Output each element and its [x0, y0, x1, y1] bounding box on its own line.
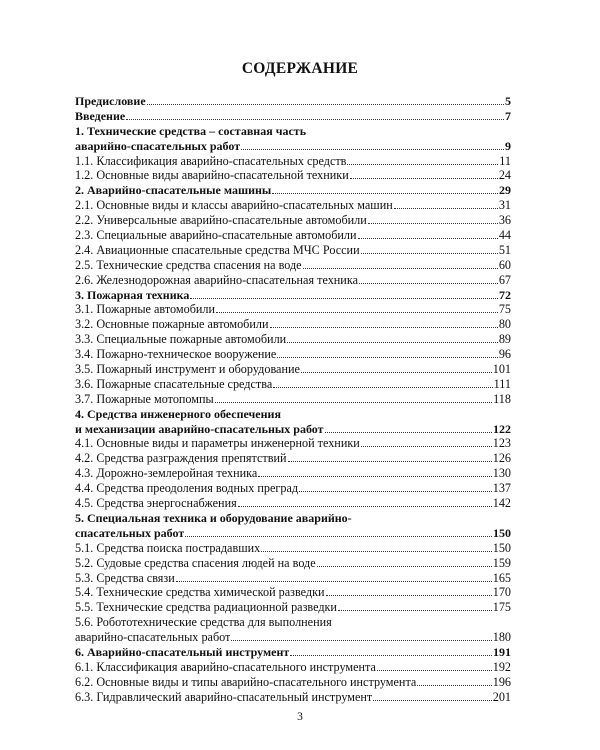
toc-page-number: 31	[498, 198, 511, 213]
toc-page-number: 24	[498, 168, 511, 183]
table-of-contents	[75, 94, 511, 705]
toc-entry[interactable]	[75, 630, 511, 645]
toc-dot-leader	[303, 267, 498, 269]
toc-entry-title: 2.6. Железнодорожная аварийно-спасательная техника	[75, 272, 358, 287]
toc-entry[interactable]	[75, 228, 511, 243]
toc-entry-title: 3.5. Пожарный инструмент и оборудование	[75, 362, 300, 377]
toc-entry[interactable]	[75, 571, 511, 586]
toc-entry-title: 5.4. Технические средства химической разведки	[75, 585, 325, 600]
toc-entry-title: 4.1. Основные виды и параметры инженерной техники	[75, 436, 360, 451]
toc-dot-leader	[394, 207, 498, 209]
toc-entry[interactable]	[75, 168, 511, 183]
toc-page-number: 122	[493, 421, 511, 436]
toc-dot-leader	[270, 326, 498, 328]
toc-dot-leader	[288, 460, 492, 462]
toc-page-number: 175	[492, 600, 511, 615]
toc-page-number: 180	[492, 630, 511, 645]
toc-entry[interactable]	[75, 183, 511, 198]
toc-page-number: 150	[493, 525, 511, 540]
toc-entry-title: 4.5. Средства энергоснабжения	[75, 496, 237, 511]
toc-entry[interactable]	[75, 377, 511, 392]
toc-entry[interactable]	[75, 600, 511, 615]
toc-dot-leader	[287, 341, 498, 343]
toc-entry-title: 2.1. Основные виды и классы аварийно-спасательных машин	[75, 198, 393, 213]
toc-entry[interactable]	[75, 526, 511, 541]
toc-page-number: 36	[498, 213, 511, 228]
toc-entry-title: 3.7. Пожарные мотопомпы	[75, 391, 214, 406]
toc-entry[interactable]	[75, 436, 511, 451]
toc-entry[interactable]	[75, 154, 511, 169]
toc-dot-leader	[373, 699, 491, 701]
toc-entry[interactable]	[75, 94, 511, 109]
toc-dot-leader	[325, 431, 492, 433]
toc-entry-title: 3.3. Специальные пожарные автомобили	[75, 332, 287, 347]
toc-entry-title: 5.6. Робототехнические средства для выполнения	[75, 615, 332, 630]
toc-dot-leader	[361, 252, 498, 254]
toc-page-number: 80	[498, 317, 511, 332]
toc-page-number: 101	[492, 362, 511, 377]
toc-entry-title: 4.3. Дорожно-землеройная техника	[75, 466, 258, 481]
toc-page-number: 142	[492, 496, 511, 511]
toc-entry[interactable]	[75, 585, 511, 600]
toc-page-number: 150	[492, 540, 511, 555]
toc-entry[interactable]	[75, 347, 511, 362]
toc-dot-leader	[238, 505, 492, 507]
toc-page-number: 96	[498, 347, 511, 362]
toc-dot-leader	[185, 535, 492, 537]
toc-entry-title: и механизации аварийно-спасательных работ	[75, 421, 324, 436]
toc-entry[interactable]	[75, 660, 511, 675]
toc-entry-title: 6.2. Основные виды и типы аварийно-спасательного инструмента	[75, 674, 417, 689]
toc-dot-leader	[338, 609, 492, 611]
toc-entry-title: Предисловие	[75, 94, 146, 108]
toc-entry-title: 3.2. Основные пожарные автомобили	[75, 317, 269, 332]
toc-page-number: 201	[492, 689, 511, 704]
toc-page-number: 126	[492, 451, 511, 466]
toc-dot-leader	[358, 237, 498, 239]
toc-dot-leader	[417, 684, 491, 686]
toc-page-number: 29	[499, 183, 511, 198]
toc-entry-title: 6. Аварийно-спасательный инструмент	[75, 644, 290, 659]
toc-entry-title: 4.2. Средства разграждения препятствий	[75, 451, 287, 466]
toc-entry[interactable]	[75, 675, 511, 690]
toc-entry-title: 3.4. Пожарно-техническое вооружение	[75, 347, 277, 362]
toc-page-number: 170	[492, 585, 511, 600]
toc-page-number: 159	[492, 555, 511, 570]
toc-page-number: 75	[498, 302, 511, 317]
toc-dot-leader	[215, 401, 492, 403]
toc-page-number: 165	[492, 570, 511, 585]
toc-entry[interactable]	[75, 511, 511, 526]
page-number: 3	[297, 711, 303, 723]
toc-entry[interactable]	[75, 109, 511, 124]
toc-page-number: 44	[498, 228, 511, 243]
toc-entry[interactable]	[75, 466, 511, 481]
toc-dot-leader	[326, 594, 492, 596]
toc-entry[interactable]	[75, 317, 511, 332]
toc-dot-leader	[147, 103, 504, 105]
toc-entry-title: 6.3. Гидравлический аварийно-спасательный инструмент	[75, 689, 373, 704]
toc-entry-title: 4. Средства инженерного обеспечения	[75, 406, 281, 421]
toc-dot-leader	[347, 163, 498, 165]
toc-dot-leader	[231, 639, 491, 641]
toc-entry-title: 2.3. Специальные аварийно-спасательные автомобили	[75, 228, 357, 243]
toc-dot-leader	[377, 669, 492, 671]
toc-entry[interactable]	[75, 496, 511, 511]
toc-entry-title: аварийно-спасательных работ	[75, 138, 241, 153]
toc-entry-title: 2. Аварийно-спасательные машины	[75, 183, 272, 198]
toc-entry[interactable]	[75, 481, 511, 496]
toc-dot-leader	[368, 222, 498, 224]
toc-entry[interactable]	[75, 690, 511, 705]
toc-entry-title: спасательных работ	[75, 525, 185, 540]
toc-page-number: 11	[499, 153, 511, 168]
toc-entry-title: 2.4. Авиационные спасательные средства МЧС России	[75, 242, 360, 257]
toc-entry-title: 4.4. Средства преодоления водных преград	[75, 481, 299, 496]
toc-entry-title: аварийно-спасательных работ	[75, 630, 231, 645]
toc-dot-leader	[176, 580, 492, 582]
toc-dot-leader	[258, 475, 491, 477]
toc-page-number: 111	[493, 376, 511, 391]
toc-entry-title: 5.5. Технические средства радиационной разведки	[75, 600, 337, 615]
toc-page-number: 196	[492, 674, 511, 689]
toc-entry-title: 1. Технические средства – составная часть	[75, 123, 307, 138]
toc-entry-title: 3.6. Пожарные спасательные средства	[75, 376, 273, 391]
toc-entry[interactable]	[75, 407, 511, 422]
toc-dot-leader	[277, 356, 497, 358]
toc-dot-leader	[261, 550, 492, 552]
toc-page-number: 9	[505, 138, 511, 153]
toc-entry-title: 2.2. Универсальные аварийно-спасательные автомобили	[75, 213, 367, 228]
toc-entry-title: 5. Специальная техника и оборудование аварийно-	[75, 510, 352, 525]
toc-dot-leader	[126, 118, 504, 120]
toc-page-number: 137	[492, 481, 511, 496]
toc-page-number: 123	[492, 436, 511, 451]
toc-entry[interactable]	[75, 645, 511, 660]
toc-entry[interactable]	[75, 243, 511, 258]
toc-entry[interactable]	[75, 332, 511, 347]
toc-entry[interactable]	[75, 556, 511, 571]
toc-entry-title: 5.1. Средства поиска пострадавших	[75, 540, 261, 555]
toc-entry[interactable]	[75, 615, 511, 630]
toc-page-number: 72	[499, 287, 511, 302]
toc-entry[interactable]	[75, 258, 511, 273]
page-title: СОДЕРЖАНИЕ	[241, 60, 359, 77]
toc-dot-leader	[299, 490, 492, 492]
toc-page-number: 191	[493, 644, 511, 659]
toc-entry-title: 3. Пожарная техника	[75, 287, 190, 302]
toc-entry[interactable]	[75, 124, 511, 139]
toc-entry-title: 2.5. Технические средства спасения на воде	[75, 257, 302, 272]
toc-entry[interactable]	[75, 451, 511, 466]
toc-entry[interactable]	[75, 273, 511, 288]
toc-entry[interactable]	[75, 541, 511, 556]
toc-page-number: 7	[505, 108, 511, 123]
toc-entry[interactable]	[75, 362, 511, 377]
toc-dot-leader	[317, 565, 492, 567]
toc-dot-leader	[361, 445, 492, 447]
toc-page-number: 67	[498, 272, 511, 287]
toc-page-number: 118	[493, 391, 511, 406]
toc-entry-title: 3.1. Пожарные автомобили	[75, 302, 216, 317]
toc-entry-title: 1.1. Классификация аварийно-спасательных средств	[75, 153, 347, 168]
toc-dot-leader	[350, 177, 498, 179]
toc-dot-leader	[272, 192, 498, 194]
toc-entry[interactable]	[75, 302, 511, 317]
toc-page-number: 192	[492, 659, 511, 674]
toc-page-number: 51	[498, 242, 511, 257]
toc-dot-leader	[359, 282, 498, 284]
toc-entry-title: 5.3. Средства связи	[75, 570, 175, 585]
toc-entry[interactable]	[75, 198, 511, 213]
toc-dot-leader	[190, 297, 498, 299]
toc-entry[interactable]	[75, 139, 511, 154]
toc-page-number: 60	[498, 257, 511, 272]
toc-dot-leader	[216, 311, 498, 313]
toc-entry-title: 1.2. Основные виды аварийно-спасательной техники	[75, 168, 349, 183]
toc-page-number: 5	[505, 94, 511, 108]
toc-dot-leader	[301, 371, 492, 373]
toc-entry[interactable]	[75, 392, 511, 407]
toc-page-number: 130	[492, 466, 511, 481]
toc-entry-title: 6.1. Классификация аварийно-спасательного инструмента	[75, 659, 376, 674]
toc-entry[interactable]	[75, 213, 511, 228]
toc-dot-leader	[273, 386, 492, 388]
toc-entry[interactable]	[75, 288, 511, 303]
toc-dot-leader	[290, 654, 492, 656]
toc-page-number: 89	[498, 332, 511, 347]
toc-entry[interactable]	[75, 422, 511, 437]
toc-entry-title: Введение	[75, 108, 126, 123]
toc-entry-title: 5.2. Судовые средства спасения людей на воде	[75, 555, 316, 570]
toc-dot-leader	[241, 148, 504, 150]
